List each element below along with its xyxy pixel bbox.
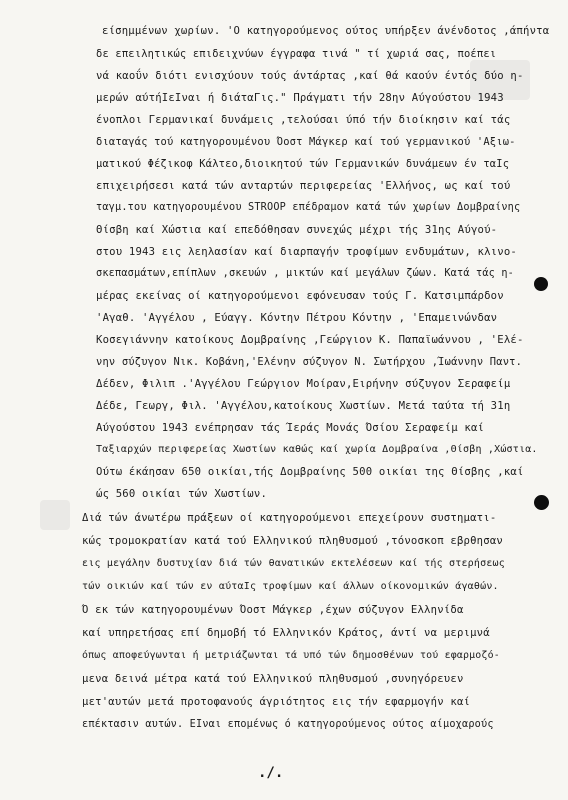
- page-number: ./.: [258, 765, 284, 781]
- text-line: Αύγούστου 1943 ενέπρησαν τάς Ίεράς Μονάς Όσίου Σεραφείμ καί: [96, 422, 485, 434]
- text-line: ένοπλοι Γερμανικαί δυνάμεις ,τελούσαι ύπό τήν διοίκησιν καί τάς: [96, 114, 511, 126]
- text-line: δε επειλητικώς επιδειχνύων έγγραφα τινά " τί χωριά σας, ποέπει: [96, 48, 497, 60]
- text-line: 'Αγαθ. 'Αγγέλου , Εύαγγ. Κόντην Πέτρου Κόντην , 'Επαμεινώνδαν: [96, 312, 498, 324]
- text-line: καί υπηρετήσας επί δημοβή τό Ελληνικόν Κράτος, άντί να μεριμνά: [82, 627, 490, 639]
- text-line: επέκτασιν αυτών. ΕΙναι επομένως ό κατηγορούμενος ούτος αίμοχαρούς: [82, 719, 494, 730]
- text-line: ώς 560 οικίαι τών Χωστίων.: [96, 488, 268, 500]
- text-line: τών οικιών καί τών εν αύταΙς τροφίμων καί άλλων οίκονομικών άγαθών.: [82, 581, 499, 592]
- punch-hole: [534, 277, 548, 291]
- text-line: εις μεγάλην δυστυχίαν διά τών θανατικών εκτελέσεων καί τής στερήσεως: [82, 558, 505, 569]
- text-line: Δέδεν, Φιλιπ .'Αγγέλου Γεώργιον Μοίραν,Ειρήνην σύζυγον Σεραφείμ: [96, 378, 511, 390]
- text-line: επιχειρήσεσι κατά τών ανταρτών περιφερείας 'Ελλήνος, ως καί τού: [96, 180, 511, 192]
- text-line: μερών αύτήΙεΙναι ή διάταΓις." Πράγματι τήν 28ην Αύγούστου 1943: [96, 92, 504, 104]
- text-line: Κοσεγιάννην κατοίκους Δομβραίνης ,Γεώργιον Κ. Παπαϊωάννου , 'Ελέ-: [96, 334, 524, 346]
- text-line: κώς τρομοκρατίαν κατά τού Ελληνικού πληθυσμού ,τόνοσκοπ εβρθησαν: [82, 535, 503, 547]
- text-line: ταγμ.του κατηγορουμένου STROOP επέδραμον κατά τών χωρίων Δομβραίνης: [96, 202, 521, 213]
- text-line: Διά τών άνωτέρω πράξεων οί κατηγορούμενοι επεχείρουν συστηματι-: [82, 512, 497, 524]
- text-line: Ό εκ τών κατηγορουμένων Όοστ Μάγκερ ,έχων σύζυγον Ελληνίδα: [82, 604, 464, 616]
- text-line: μέρας εκείνας οί κατηγορούμενοι εφόνευσαν τούς Γ. Κατσιμπάρδον: [96, 290, 504, 302]
- text-line: Ούτω έκάησαν 650 οικίαι,τής Δομβραίνης 500 οικίαι της Θίσβης ,καί: [96, 466, 524, 478]
- text-line: σκεπασμάτων,επίπλων ,σκευών , μικτών καί μεγάλων ζώων. Κατά τάς η-: [96, 268, 515, 279]
- text-line: διαταγάς τού κατηγορουμένου Όοστ Μάγκερ καί τού γερμανικού 'Αξιω-: [96, 136, 516, 148]
- text-line: μετ'αυτών μετά προτοφανούς άγριότητος εις τήν εφαρμογήν καί: [82, 696, 471, 708]
- text-line: νην σύζυγον Νικ. Κοβάνη,'Ελένην σύζυγον Ν. Σωτήρχου ,Ίωάννην Παντ.: [96, 356, 523, 368]
- punch-hole: [534, 495, 549, 510]
- text-line: νά καοΰν διότι ενισχύουν τούς άντάρτας ,καί θά καούν έντός δύο η-: [96, 70, 524, 82]
- text-line: είσημμένων χωρίων. 'Ο κατηγορούμενος ούτος υπήρξεν άνένδοτος ,άπήντα: [102, 25, 550, 37]
- text-line: μενα δεινά μέτρα κατά τού Ελληνικού πληθυσμού ,συνηγόρευεν: [82, 673, 464, 685]
- text-line: στου 1943 εις λεηλασίαν καί διαρπαγήν τροφίμων ενδυμάτων, κλινο-: [96, 246, 517, 258]
- text-line: Ταξιαρχών περιφερείας Χωστίων καθώς καί χωρία Δομβραίνα ,Θίσβη ,Χώστια.: [96, 444, 538, 455]
- text-line: ματικού Φέζικοφ Κάλτεο,διοικητού τών Γερμανικών δυνάμεων έν ταΙς: [96, 158, 510, 170]
- text-line: όπως αποφεύγωνται ή μετριάζωνται τά υπό τών δημοσθένων τού εφαρμοζό-: [82, 650, 500, 661]
- text-line: Δέδε, Γεωργ, Φιλ. 'Αγγέλου,κατοίκους Χωστίων. Μετά ταύτα τή 31η: [96, 400, 511, 412]
- text-line: Θίσβη καί Χώστια καί επεδόθησαν συνεχώς μέχρι τής 31ης Αύγού-: [96, 224, 498, 236]
